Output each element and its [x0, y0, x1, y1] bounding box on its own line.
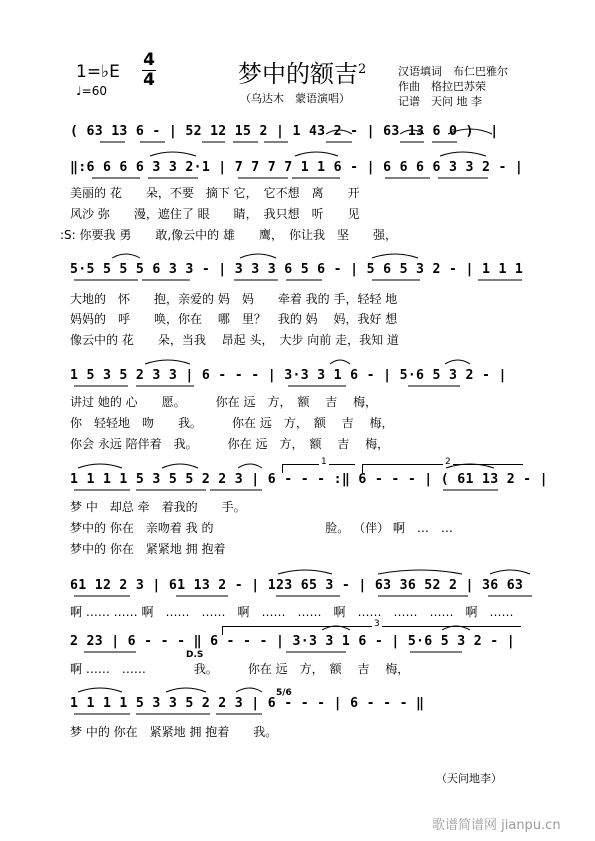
meter-top: 4 [143, 50, 155, 70]
lyric-row-3-verse-1: 大地的 怀 抱，亲爱的 妈 妈 牵着 我的 手，轻轻 地 [70, 292, 398, 306]
lyric-row-6: 啊 …… …… 啊 …… …… 啊 …… …… 啊 …… …… …… 啊 …… [70, 605, 514, 619]
lyric-row-4-verse-2: 你 轻轻地 吻 我。 你在 远 方， 额 吉 梅， [70, 416, 394, 430]
watermark: 歌谱简谱网 jianpu.cn [432, 818, 561, 833]
volta-3-number: 3 [374, 619, 380, 629]
footer-credit: （天问地李） [436, 772, 502, 785]
key-signature: 1=♭E [76, 62, 120, 82]
lyric-row-4-verse-3: 你会 永远 陪伴着 我。 你在 远 方， 额 吉 梅， [70, 437, 390, 451]
notation-row-6: 61 12 2 3 | 61 13 2 - | 123 65 3 - | 63 36 52 2 | 36 63 [70, 578, 524, 593]
credit-lyricist: 汉语填词 布仁巴雅尔 [398, 65, 508, 78]
lyric-row-2-verse-2: 风沙 弥 漫，遮住了 眼 睛， 我只想 听 见 [70, 207, 360, 221]
title-superscript: 2 [358, 62, 367, 77]
lyric-row-3-verse-2: 妈妈的 呼 唤，你在 哪 里？ 我的 妈 妈，我好 想 [70, 312, 398, 326]
notation-row-8: 1 1 1 1 5 3 3 5 2 2 3 | 6 - - - | 6 - - - ‖ [70, 696, 425, 711]
lyric-row-2-verse-1: 美丽的 花 朵，不要 摘下 它， 它不想 离 开 [70, 186, 360, 200]
notation-row-3: 5·5 5 5 5 6 3 3 - | 3 3 3 6 5 6 - | 5 6 5 3 2 - | 1 1 1 [70, 262, 524, 277]
tempo-marking: ♩=60 [76, 84, 107, 98]
lyric-row-2-verse-3: :S: 你要我 勇 敢,像云中的 雄 鹰， 你让我 坚 强， [60, 228, 397, 242]
meter-bottom: 4 [143, 70, 155, 90]
volta-1-number: 1 [321, 457, 327, 467]
credits [398, 64, 508, 109]
notation-row-4: 1 5 3 5 2 3 3 | 6 - - - | 3·3 3 1 6 - | 5·6 5 3 2 - | [70, 368, 507, 383]
title-text: 梦中的额吉 [238, 60, 358, 88]
credit-transcriber: 记谱 天问 地 李 [398, 95, 482, 108]
notation-row-5: 1 1 1 1 5 3 5 5 2 2 3 | 6 - - - :‖ 6 - - - | ( 61 13 2 - | [70, 472, 548, 487]
volta-2-number: 2 [445, 457, 451, 467]
notation-row-2: ‖:6 6 6 6 3 3 2·1 | 7 7 7 7 1 1 6 - | 6 6 6 6 3 3 2 - | [70, 160, 524, 175]
song-title [238, 54, 366, 89]
lyric-row-5-verse-2: 梦中的 你在 亲吻着 我 的 脸。 （伴） 啊 … … [70, 521, 453, 535]
notation-row-1: ( 63 13 6 - | 52 12 15 2 | 1 43 2 - | 63 13 6 0 ) | [70, 124, 499, 139]
lyric-row-5-verse-1: 梦 中 却总 牵 着我的 手。 [70, 500, 246, 514]
tempo-change-marking: 5/6 [276, 688, 292, 698]
notation-row-7: 2 23 | 6 - - - ‖ 6 - - - | 3·3 3 1 6 - | 5·6 5 3 2 - | [70, 634, 515, 649]
lyric-row-3-verse-3: 像云中的 花 朵，当我 昂起 头， 大步 向前 走，我知 道 [70, 333, 399, 347]
lyric-row-8: 梦 中的 你在 紧紧地 拥 抱着 我。 [70, 725, 278, 739]
lyric-row-4-verse-1: 讲过 她的 心 愿。 你在 远 方， 额 吉 梅， [70, 395, 378, 409]
time-signature [142, 52, 156, 89]
lyric-row-7: 啊 …… …… 我。 你在 远 方， 额 吉 梅， [70, 662, 410, 676]
credit-composer: 作曲 格拉巴苏荣 [398, 80, 486, 93]
lyric-row-5-verse-3: 梦中的 你在 紧紧地 拥 抱着 [70, 542, 226, 556]
ds-marking: D.S [186, 650, 204, 660]
song-subtitle: （乌达木 蒙语演唱） [240, 92, 350, 105]
